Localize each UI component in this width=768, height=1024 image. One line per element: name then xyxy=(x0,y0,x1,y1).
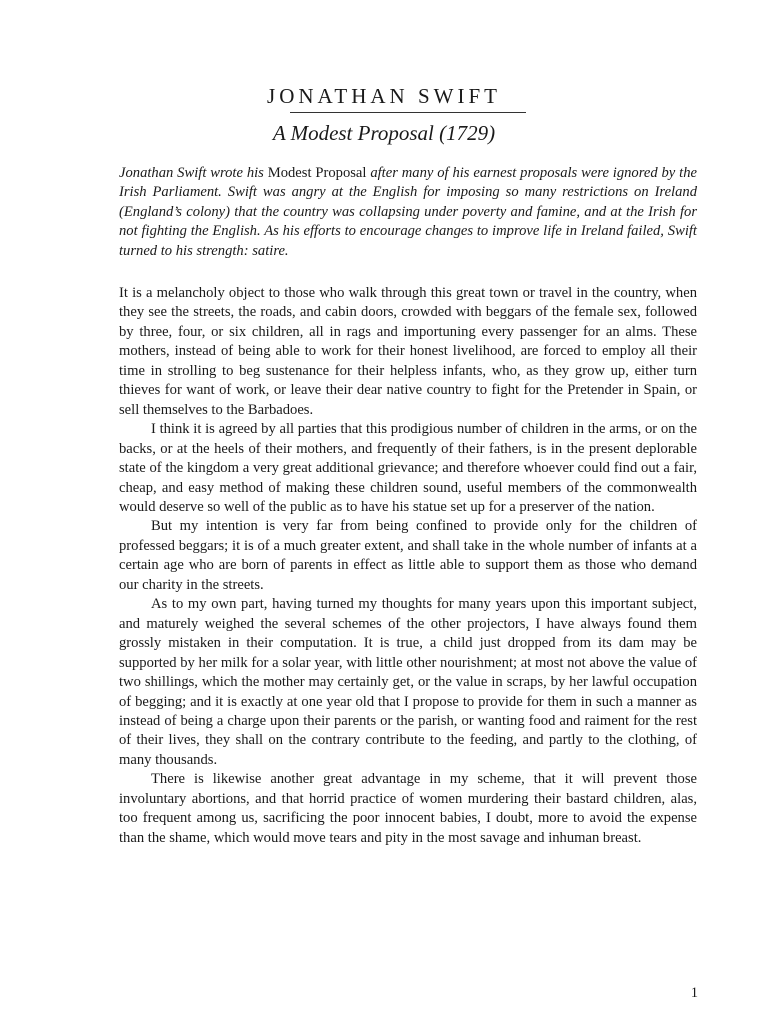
body-text xyxy=(119,284,697,848)
intro-text-part2: after many of his earnest proposals were ignored by the Irish Parliament. Swift was angry at the English for imposing so many restrictions on Ireland (England’s colony) that the country was collapsing under poverty and famine, and at the Irish for not fighting the English. As his efforts to encourage changes to improve life in Ireland failed, Swift turned to his strength: satire. xyxy=(119,165,697,259)
body-paragraph-4: As to my own part, having turned my thoughts for many years upon this important subject, and maturely weighed the several schemes of the other projectors, I have always found them grossly mistaken in their computation. It is true, a child just dropped from its dam may be supported by her milk for a solar year, with little other nourishment; at most not above the value of two shillings, which the mother may certainly get, or the value in scraps, by her lawful occupation of begging; and it is exactly at one year old that I propose to provide for them in such a manner as instead of being a charge upon their parents or the parish, or wanting food and raiment for the rest of their lives, they shall on the contrary contribute to the feeding, and partly to the clothing, of many thousands. xyxy=(119,596,697,768)
body-paragraph-5: There is likewise another great advantage in my scheme, that it will prevent those involuntary abortions, and that horrid practice of women murdering their bastard children, alas, too frequent among us, sacrificing the poor innocent babies, I doubt, more to avoid the expense than the shame, which would move tears and pity in the most savage and inhuman breast. xyxy=(119,771,697,846)
intro-text-part1: Jonathan Swift wrote his xyxy=(119,165,268,181)
body-paragraph-1: It is a melancholy object to those who walk through this great town or travel in the country, when they see the streets, the roads, and cabin doors, crowded with beggars of the female sex, followed by three, four, or six children, all in rags and importuning every passenger for an alms. These mothers, instead of being able to work for their honest livelihood, are forced to employ all their time in strolling to beg sustenance for their helpless infants, who, as they grow up, either turn thieves for want of work, or leave their dear native country to fight for the Pretender in Spain, or sell themselves to the Barbadoes. xyxy=(119,285,697,418)
author-heading: JONATHAN SWIFT xyxy=(267,84,501,108)
page-number: 1 xyxy=(690,985,698,1001)
body-paragraph-2: I think it is agreed by all parties that this prodigious number of children in the arms, or on the backs, or at the heels of their mothers, and frequently of their fathers, is in the present deplorable state of the kingdom a very great additional grievance; and therefore whoever could find out a fair, cheap, and easy method of making these children sound, useful members of the commonwealth would deserve so well of the public as to have his statue set up for a preserver of the nation. xyxy=(119,421,697,515)
intro-paragraph xyxy=(119,164,697,261)
heading-rule xyxy=(290,112,526,113)
body-paragraph-3: But my intention is very far from being confined to provide only for the children of professed beggars; it is of a much greater extent, and shall take in the whole number of infants at a certain age who are born of parents in effect as little able to support them as those who demand our charity in the streets. xyxy=(119,518,697,593)
work-title: A Modest Proposal (1729) xyxy=(272,121,496,145)
intro-work-title: Modest Proposal xyxy=(267,165,367,181)
